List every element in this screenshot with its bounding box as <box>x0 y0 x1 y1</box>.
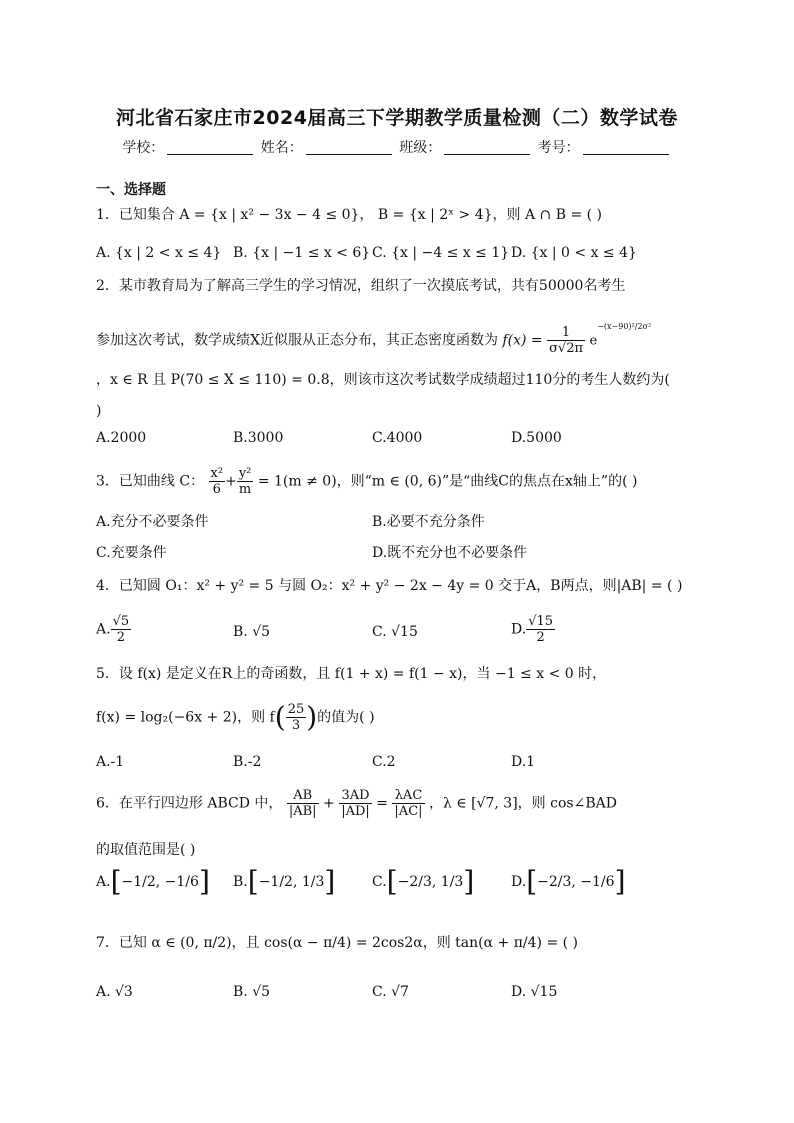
vector-term-ad: $\frac{3AD}{|AD|}$ <box>341 788 370 819</box>
option-c: C. √7 <box>372 984 409 1000</box>
density-fraction: $\frac{1}{\sigma√2\pi}$ <box>549 325 584 356</box>
option-c: C.4000 <box>372 430 423 446</box>
question-6-line-1: 6．在平行四边形 ABCD 中， $\frac{AB}{|AB|}$ + $\frac{3AD}{|AD|}$ = $\frac{\text{λAC}}{|AC|}$ ，λ ∈ [√7, 3]，则 cos∠BAD <box>96 788 617 819</box>
option-a: A.-1 <box>96 754 125 770</box>
number-blank <box>583 140 669 155</box>
option-d: D.[−2/3, −1/6] <box>511 865 626 898</box>
option-b: B. √5 <box>233 984 271 1000</box>
vector-term-ab: $\frac{AB}{|AB|}$ <box>288 788 317 819</box>
option-b: B. √5 <box>233 624 271 640</box>
density-exponent: −(x−90)²/2σ² <box>597 321 652 331</box>
question-3: 3．已知曲线 C： $\frac{\text{x²}}{6}$ + $\frac{\text{y²}}{m}$ = 1(m ≠ 0)，则“m ∈ (0, 6)”是“曲线C的焦点在x轴上”的( ) <box>96 466 638 497</box>
question-1 <box>96 205 602 225</box>
number-label: 考号： <box>537 140 580 156</box>
option-a: A.[−1/2, −1/6] <box>96 865 210 898</box>
question-2-line-1: 2．某市教育局为了解高三学生的学习情况，组织了一次摸底考试，共有50000名考生 <box>96 278 626 294</box>
page-title: 河北省石家庄市2024届高三下学期教学质量检测（二）数学试卷 <box>116 107 678 129</box>
fraction-y2-over-m: $\frac{\text{y²}}{m}$ <box>238 466 252 497</box>
option-b: B.3000 <box>233 430 284 446</box>
option-a: A. $\frac{√5}{2}$ <box>96 614 130 645</box>
class-label: 班级： <box>399 140 442 156</box>
question-2-line-2: 参加这次考试，数学成绩X近似服从正态分布，其正态密度函数为 f(x) = $\frac{1}{\sigma√2\pi}$ $e^{-(x-90)^2/2\sigma^2}$ <box>96 321 652 356</box>
section-heading: 一、选择题 <box>96 182 166 198</box>
question-7: 7．已知 α ∈ (0, π/2)，且 cos(α − π/4) = 2cos2α，则 tan(α + π/4) = ( ) <box>96 935 579 951</box>
option-b: B.[−1/2, 1/3] <box>233 865 336 898</box>
option-c: C. {x | −4 ≤ x ≤ 1} <box>372 245 510 261</box>
fraction-x2-over-6: $\frac{\text{x²}}{6}$ <box>210 466 224 497</box>
question-6-line-2: 的取值范围是( ) <box>96 842 196 858</box>
option-a: A. {x | 2 < x ≤ 4} <box>96 245 222 261</box>
option-d: D.既不充分也不必要条件 <box>372 545 528 561</box>
option-a: A.2000 <box>96 430 147 446</box>
question-5-line-2: f(x) = log₂(−6x + 2)，则 f( $\frac{25}{3}$ )的值为( ) <box>96 700 375 734</box>
question-5-line-1: 5．设 f(x) 是定义在R上的奇函数，且 f(1 + x) = f(1 − x)，当 −1 ≤ x < 0 时， <box>96 666 607 682</box>
option-a: A.充分不必要条件 <box>96 514 209 530</box>
question-number: 1． <box>96 207 119 223</box>
option-b: B.必要不充分条件 <box>372 514 485 530</box>
class-blank <box>444 140 530 155</box>
option-d: D.5000 <box>511 430 562 446</box>
question-text: 已知集合 A = {x | x² − 3x − 4 ≤ 0}， B = {x | 2ˣ > 4}，则 A ∩ B = ( ) <box>118 207 603 223</box>
option-a: A. √3 <box>96 984 133 1000</box>
name-label: 姓名： <box>260 140 303 156</box>
school-label: 学校： <box>122 140 165 156</box>
euler-e: e <box>589 333 598 349</box>
option-c: C.2 <box>372 754 396 770</box>
density-function-lhs: f(x) = <box>502 332 543 349</box>
school-blank <box>167 140 253 155</box>
question-2-line-3: ，x ∈ R 且 P(70 ≤ X ≤ 110) = 0.8，则该市这次考试数学成绩超过110分的考生人数约为( <box>96 372 670 388</box>
option-d: D. {x | 0 < x ≤ 4} <box>511 245 637 261</box>
option-c: C. √15 <box>372 624 418 640</box>
option-b: B.-2 <box>233 754 262 770</box>
vector-term-ac: $\frac{\text{λAC}}{|AC|}$ <box>394 788 423 819</box>
question-2-line-4: ) <box>96 403 102 419</box>
student-info-line <box>0 137 794 157</box>
question-4: 4．已知圆 O₁：x² + y² = 5 与圆 O₂：x² + y² − 2x − 4y = 0 交于A，B两点，则|AB| = ( ) <box>96 578 683 594</box>
name-blank <box>306 140 392 155</box>
option-d: D. $\frac{√15}{2}$ <box>511 614 554 645</box>
option-d: D.1 <box>511 754 536 770</box>
option-c: C.充要条件 <box>96 545 167 561</box>
option-b: B. {x | −1 ≤ x < 6} <box>233 245 371 261</box>
option-c: C.[−2/3, 1/3] <box>372 865 475 898</box>
fraction-25-over-3: $\frac{25}{3}$ <box>287 702 305 733</box>
option-d: D. √15 <box>511 984 558 1000</box>
